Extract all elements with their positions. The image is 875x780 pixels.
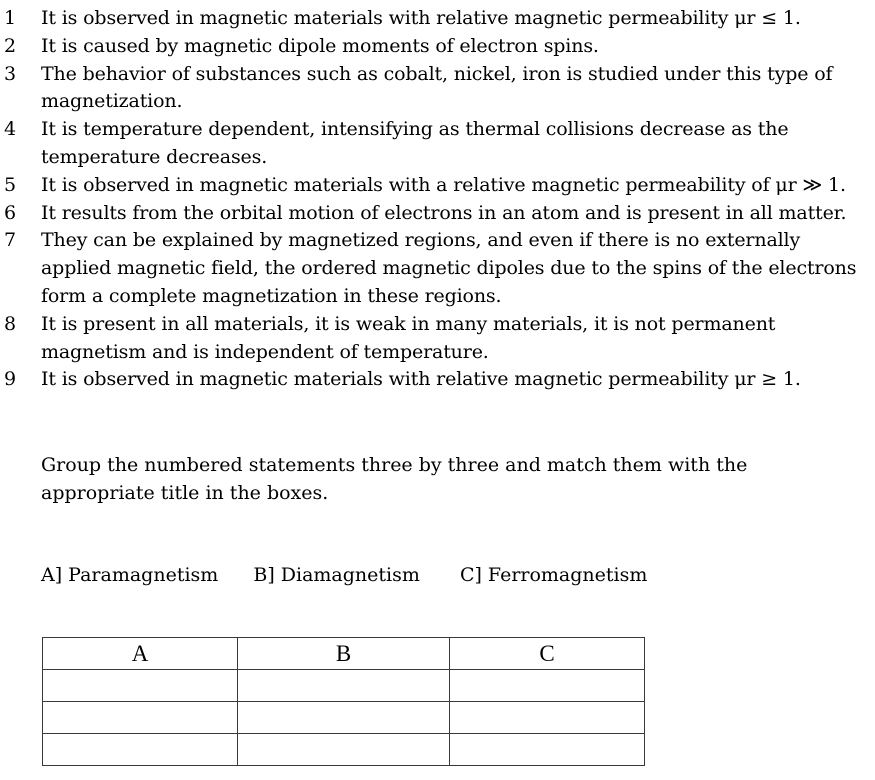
option-diamagnetism: B] Diamagnetism bbox=[253, 564, 420, 586]
statement-9 bbox=[0, 366, 875, 394]
statement-number: 8 bbox=[4, 312, 17, 335]
statement-4 bbox=[0, 116, 875, 172]
statement-text: It is observed in magnetic materials with a relative magnetic permeability of μr ≫ 1. bbox=[41, 173, 846, 196]
statement-text: It is temperature dependent, intensifying as thermal collisions decrease as the temperature decreases. bbox=[41, 118, 789, 168]
answer-cell-c[interactable] bbox=[450, 702, 645, 734]
column-header-a: A bbox=[43, 638, 238, 670]
table-row bbox=[43, 670, 645, 702]
answer-cell-c[interactable] bbox=[450, 734, 645, 766]
statement-1 bbox=[0, 5, 875, 33]
statement-8 bbox=[0, 311, 875, 367]
statement-6 bbox=[0, 200, 875, 228]
answer-cell-c[interactable] bbox=[450, 670, 645, 702]
title-options bbox=[41, 561, 647, 589]
instruction-text: Group the numbered statements three by three and match them with the appropriate title in the boxes. bbox=[41, 454, 748, 504]
answer-table bbox=[42, 637, 645, 766]
table-row bbox=[43, 734, 645, 766]
statement-text: The behavior of substances such as cobalt, nickel, iron is studied under this type of magnetization. bbox=[41, 62, 833, 113]
answer-cell-a[interactable] bbox=[43, 670, 238, 702]
statement-number: 9 bbox=[4, 368, 17, 391]
statement-7 bbox=[0, 227, 875, 310]
option-paramagnetism: A] Paramagnetism bbox=[41, 564, 219, 586]
statement-5 bbox=[0, 172, 875, 200]
answer-cell-a[interactable] bbox=[43, 702, 238, 734]
column-header-c: C bbox=[450, 638, 645, 670]
statement-number: 3 bbox=[4, 62, 17, 85]
table-header-row bbox=[43, 638, 645, 670]
statement-number: 6 bbox=[4, 201, 17, 224]
statement-text: It is observed in magnetic materials with relative magnetic permeability μr ≥ 1. bbox=[41, 368, 801, 391]
statement-number: 5 bbox=[4, 173, 17, 196]
option-ferromagnetism: C] Ferromagnetism bbox=[459, 564, 648, 586]
column-header-b: B bbox=[238, 638, 450, 670]
statement-2 bbox=[0, 33, 875, 61]
statement-number: 1 bbox=[4, 7, 17, 29]
answer-cell-b[interactable] bbox=[238, 734, 450, 766]
statement-3 bbox=[0, 61, 875, 117]
statement-text: It is observed in magnetic materials with relative magnetic permeability μr ≤ 1. bbox=[41, 7, 801, 29]
statement-text: It results from the orbital motion of electrons in an atom and is present in all matter. bbox=[41, 201, 847, 224]
table-row bbox=[43, 702, 645, 734]
answer-cell-b[interactable] bbox=[238, 670, 450, 702]
statement-text: It is present in all materials, it is weak in many materials, it is not permanent magnetism and is independent of temperature. bbox=[41, 312, 776, 363]
statement-text: They can be explained by magnetized regions, and even if there is no externally applied magnetic field, the ordered magnetic dipoles due to the spins of the electrons form a complete magnetization in these regions. bbox=[41, 229, 857, 307]
answer-cell-a[interactable] bbox=[43, 734, 238, 766]
answer-cell-b[interactable] bbox=[238, 702, 450, 734]
statement-number: 2 bbox=[4, 34, 17, 57]
statement-number: 7 bbox=[4, 229, 17, 252]
statement-list bbox=[0, 5, 875, 394]
statement-text: It is caused by magnetic dipole moments of electron spins. bbox=[41, 34, 599, 57]
statement-number: 4 bbox=[4, 118, 17, 141]
